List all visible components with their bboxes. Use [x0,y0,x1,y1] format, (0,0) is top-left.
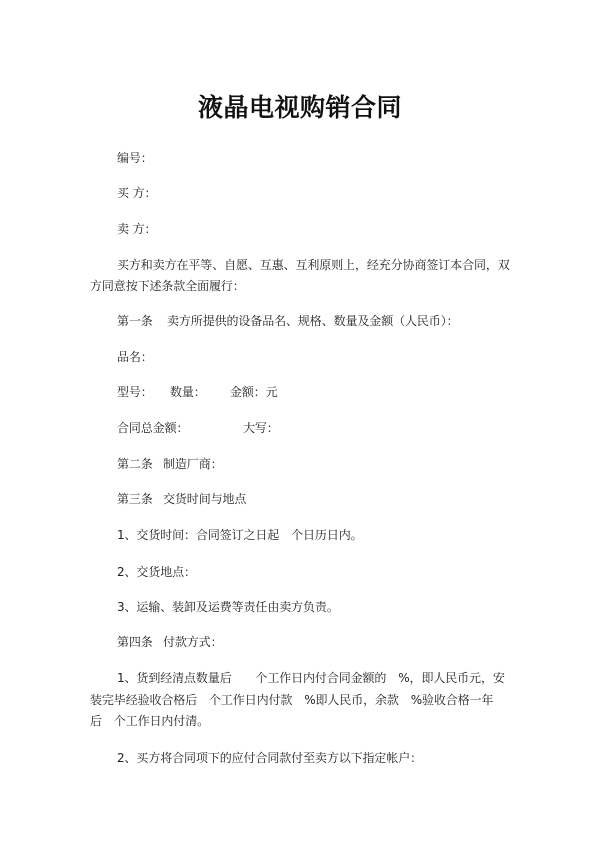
article4-clause1-line-1: 1、货到经清点数量后 个工作日内付合同金额的 %，即人民币元，安 [117,671,505,685]
article3-item-2: 2、交货地点： [117,565,196,579]
article1-text: 卖方所提供的设备品名、规格、数量及金额（人民币）： [167,314,459,328]
article4-text: 付款方式： [163,635,223,649]
article3-item-1: 1、交货时间：合同签订之日起 个日历日内。 [117,528,363,542]
model-label: 型号： [117,385,153,399]
document-title: 液晶电视购销合同 [197,93,402,122]
amount-label: 金额：元 [230,385,278,399]
article3-heading: 第三条 [117,492,153,506]
article2-heading: 第二条 [117,457,153,471]
seller-label: 卖 方： [117,222,157,236]
article4-heading: 第四条 [117,635,153,649]
product-name-label: 品名： [117,350,153,364]
contract-number-label: 编号： [117,151,153,165]
intro-line-2: 方同意按下述条款全面履行： [90,279,245,293]
article3-item-3: 3、运输、装卸及运费等责任由卖方负责。 [117,600,339,614]
buyer-label: 买 方： [117,186,157,200]
total-amount-label: 合同总金额： [117,421,189,435]
uppercase-amount-label: 大写： [243,421,279,435]
article3-text: 交货时间与地点 [163,492,247,506]
article4-clause2: 2、买方将合同项下的应付合同款付至卖方以下指定帐户： [117,751,423,765]
article4-clause1-line-3: 后 个工作日内付清。 [90,714,210,728]
article1-heading: 第一条 [117,314,153,328]
article2-text: 制造厂商： [163,457,223,471]
article4-clause1-line-2: 装完毕经验收合格后 个工作日内付款 %即人民币，余款 %验收合格一年 [90,693,494,707]
intro-line-1: 买方和卖方在平等、自愿、互惠、互利原则上，经充分协商签订本合同，双 [117,258,510,272]
quantity-label: 数量： [170,385,206,399]
